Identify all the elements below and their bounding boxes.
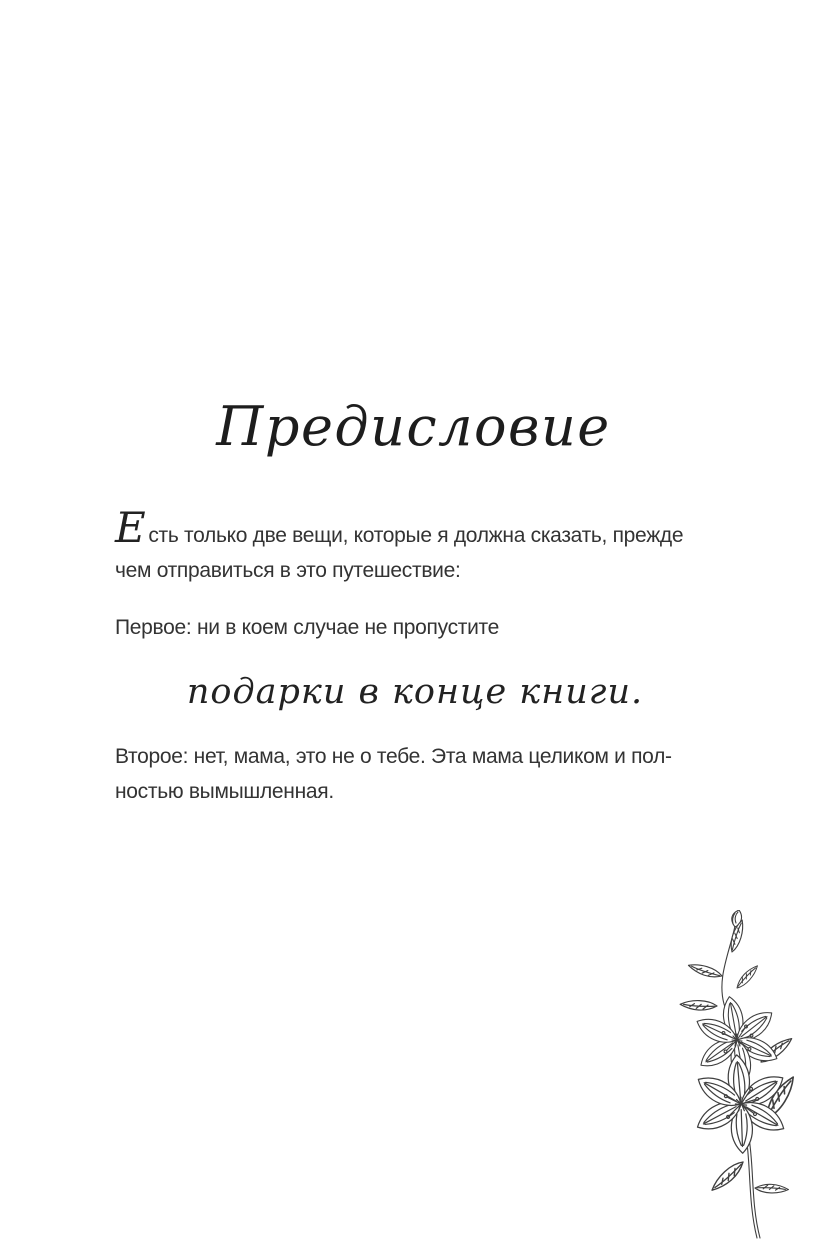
- paragraph-intro: [115, 503, 715, 588]
- chapter-title: Предисловие: [216, 395, 611, 458]
- paragraph-second-note-line1: Второе: нет, мама, это не о тебе. Эта мама целиком и пол-: [115, 745, 672, 768]
- paragraph-intro-line2: чем отправиться в это путешествие:: [115, 559, 461, 582]
- paragraph-first-note: Первое: ни в коем случае не пропустите: [115, 616, 499, 639]
- paragraph-second-note: [115, 739, 715, 809]
- lily-branch-icon: [675, 910, 817, 1240]
- lily-flower-illustration: [675, 910, 817, 1240]
- text-block: [115, 503, 715, 809]
- paragraph-second-note-line2: ностью вымышленная.: [115, 780, 334, 803]
- paragraph-intro-line1: сть только две вещи, которые я должна сказать, прежде: [148, 524, 684, 547]
- gift-script-line: подарки в конце книги.: [186, 672, 644, 712]
- dropcap-letter: Е: [115, 503, 146, 552]
